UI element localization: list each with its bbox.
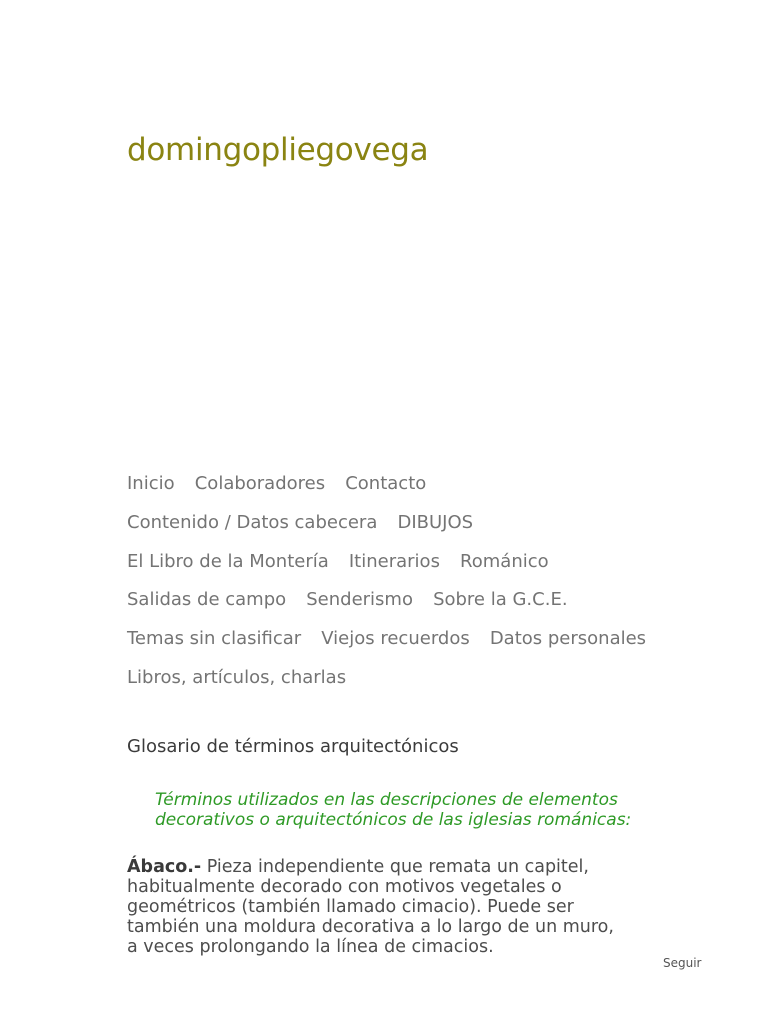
- glossary-term: Ábaco.-: [127, 857, 202, 877]
- nav-row: [127, 625, 687, 664]
- glossary-definition: Pieza independiente que remata un capitel, habitualmente decorado con motivos vegetales o geométricos (también llamado cimacio). Puede ser también una moldura decorativa a lo largo de un muro, a veces prolongando la línea de cimacios.: [127, 857, 614, 957]
- nav-link-salidas-campo[interactable]: Salidas de campo: [127, 589, 287, 611]
- nav-row: [127, 586, 687, 625]
- post-title[interactable]: Glosario de términos arquitectónicos: [127, 736, 459, 757]
- nav-row: [127, 470, 687, 509]
- nav-link-senderismo[interactable]: Senderismo: [306, 589, 413, 611]
- nav-link-libro-monteria[interactable]: El Libro de la Montería: [127, 550, 329, 572]
- nav-link-libros-articulos[interactable]: Libros, artículos, charlas: [127, 666, 347, 688]
- main-navigation: [127, 470, 687, 703]
- nav-link-romanico[interactable]: Románico: [460, 550, 549, 572]
- nav-link-contacto[interactable]: Contacto: [345, 473, 427, 494]
- nav-link-datos-personales[interactable]: Datos personales: [489, 628, 647, 650]
- nav-link-temas-sin-clasificar[interactable]: Temas sin clasificar: [127, 628, 302, 650]
- nav-link-dibujos[interactable]: DIBUJOS: [397, 511, 474, 533]
- nav-row: [127, 664, 687, 703]
- nav-link-inicio[interactable]: Inicio: [127, 473, 175, 494]
- glossary-entry: [127, 857, 627, 957]
- nav-link-viejos-recuerdos[interactable]: Viejos recuerdos: [321, 628, 470, 650]
- nav-link-itinerarios[interactable]: Itinerarios: [348, 550, 440, 572]
- post-intro: Términos utilizados en las descripciones de elementos decorativos o arquitectónicos de las iglesias románicas:: [155, 790, 632, 830]
- nav-link-sobre-gce[interactable]: Sobre la G.C.E.: [433, 589, 568, 611]
- nav-link-contenido[interactable]: Contenido / Datos cabecera: [127, 511, 378, 533]
- nav-link-colaboradores[interactable]: Colaboradores: [194, 473, 326, 494]
- follow-button[interactable]: Seguir: [663, 956, 702, 970]
- site-title[interactable]: domingopliegovega: [127, 132, 429, 168]
- nav-row: [127, 509, 687, 548]
- nav-row: [127, 548, 687, 587]
